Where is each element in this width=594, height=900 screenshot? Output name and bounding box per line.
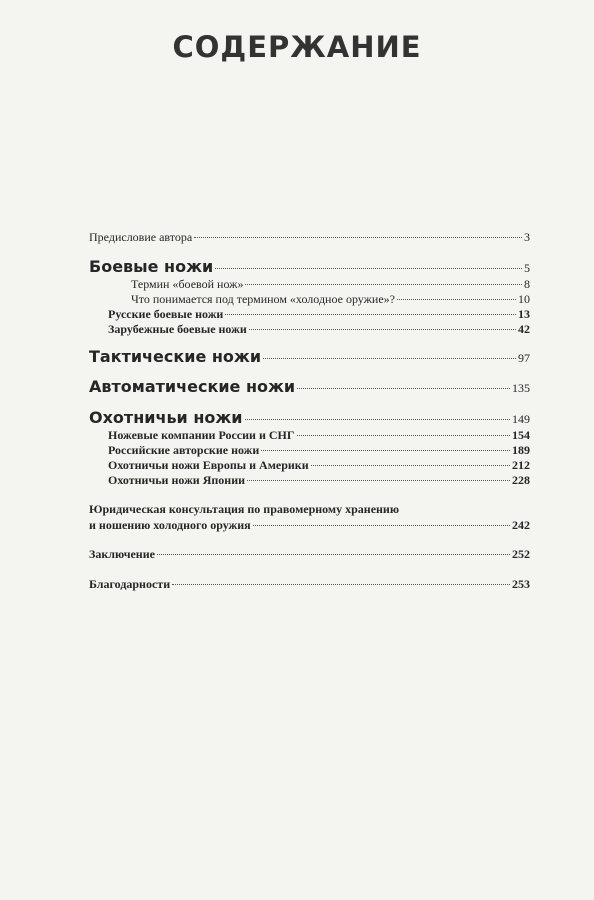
toc-entry-conclusion xyxy=(89,547,530,562)
toc-subsection-term xyxy=(131,277,530,292)
toc-page-number: 5 xyxy=(524,261,530,275)
toc-chapter-label: Охотничьи ножи xyxy=(89,408,243,427)
toc-entry-label: Что понимается под термином «холодное оружие»? xyxy=(131,292,395,306)
toc-entry-legal-line1: Юридическая консультация по правомерному хранению xyxy=(89,502,400,516)
toc-entry-label: Зарубежные боевые ножи xyxy=(108,322,247,336)
toc-page-number: 228 xyxy=(512,473,530,487)
toc-entry-label: Термин «боевой нож» xyxy=(131,277,244,291)
toc-page-number: 242 xyxy=(512,518,530,532)
toc-entry-label: Благодарности xyxy=(89,577,171,591)
dot-leader xyxy=(245,284,522,285)
dot-leader xyxy=(172,584,510,585)
toc-chapter-label: Тактические ножи xyxy=(89,347,262,366)
toc-section-japan xyxy=(108,473,530,488)
page-title: СОДЕРЖАНИЕ xyxy=(172,30,422,64)
toc-section-russian xyxy=(108,307,530,322)
toc-entry-label: Охотничьи ножи Европы и Америки xyxy=(108,458,309,472)
dot-leader xyxy=(245,419,510,420)
toc-entry-label: Предисловие автора xyxy=(89,230,193,244)
toc-section-europe xyxy=(108,458,530,473)
toc-page-number: 149 xyxy=(512,412,530,426)
toc-page-number: 13 xyxy=(518,307,530,321)
toc-chapter-hunting xyxy=(89,408,530,427)
toc-chapter-label: Автоматические ножи xyxy=(89,377,296,396)
toc-entry-label: Русские боевые ножи xyxy=(108,307,224,321)
dot-leader xyxy=(225,314,516,315)
toc-page-number: 154 xyxy=(512,428,530,442)
dot-leader xyxy=(297,435,511,436)
toc-chapter-combat xyxy=(89,257,530,276)
toc-entry-thanks xyxy=(89,577,530,592)
toc-page-number: 3 xyxy=(524,230,530,244)
toc-page-number: 253 xyxy=(512,577,530,591)
toc-chapter-tactical xyxy=(89,347,530,366)
dot-leader xyxy=(261,450,510,451)
toc-section-authors xyxy=(108,443,530,458)
toc-page-number: 189 xyxy=(512,443,530,457)
toc-chapter-automatic xyxy=(89,377,530,396)
toc-entry-label: Российские авторские ножи xyxy=(108,443,260,457)
toc-subsection-cold-weapon xyxy=(131,292,530,307)
dot-leader xyxy=(215,268,522,269)
dot-leader xyxy=(194,237,522,238)
toc-entry-label: Заключение xyxy=(89,547,155,561)
dot-leader xyxy=(297,388,510,389)
toc-chapter-label: Боевые ножи xyxy=(89,257,214,276)
dot-leader xyxy=(263,358,516,359)
dot-leader xyxy=(253,525,510,526)
toc-page-number: 10 xyxy=(518,292,530,306)
dot-leader xyxy=(311,465,510,466)
toc-page-number: 212 xyxy=(512,458,530,472)
toc-page-number: 97 xyxy=(518,351,530,365)
dot-leader xyxy=(249,329,516,330)
dot-leader xyxy=(397,299,516,300)
toc-entry-preface xyxy=(89,230,530,245)
toc-page-number: 252 xyxy=(512,547,530,561)
toc-entry-label: Охотничьи ножи Японии xyxy=(108,473,246,487)
toc-entry-label: Ножевые компании России и СНГ xyxy=(108,428,295,442)
toc-page-number: 135 xyxy=(512,381,530,395)
toc-section-companies xyxy=(108,428,530,443)
toc-entry-legal xyxy=(89,518,530,533)
toc-page-number: 42 xyxy=(518,322,530,336)
dot-leader xyxy=(247,480,510,481)
toc-page-number: 8 xyxy=(524,277,530,291)
toc-section-foreign xyxy=(108,322,530,337)
dot-leader xyxy=(157,554,510,555)
toc-entry-label: и ношению холодного оружия xyxy=(89,518,251,532)
